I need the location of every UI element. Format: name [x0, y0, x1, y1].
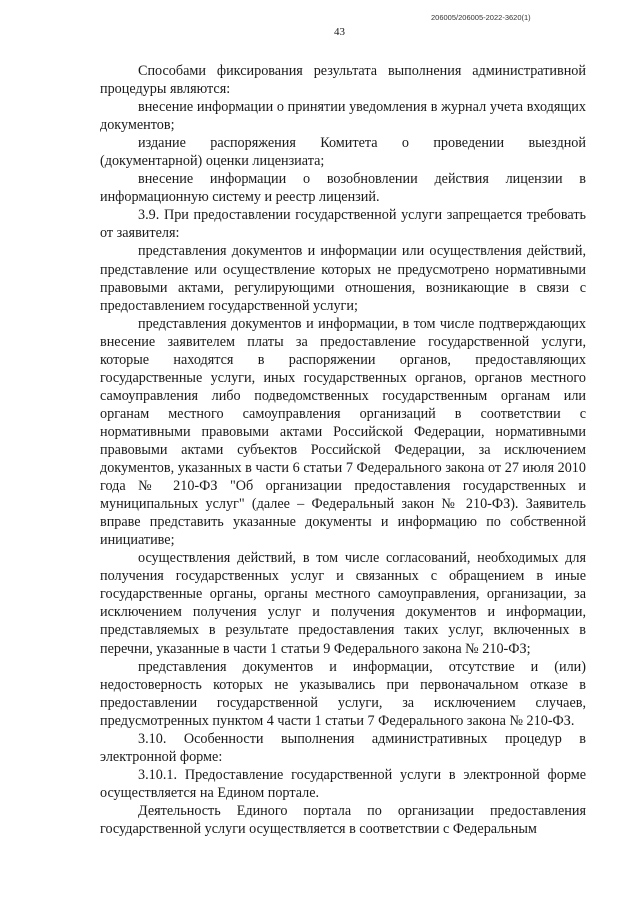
paragraph: Деятельность Единого портала по организации предоставления государственной услуги осуществляется в соответствии с Федеральным — [100, 802, 586, 837]
paragraph: осуществления действий, в том числе согласований, необходимых для получения государственных услуг и связанных с обращением в иные государственные органы, органы местного самоуправления, организации, за исключением получения услуг и получения документов и информации, представляемых в результате предоставления таких услуг, включенных в перечни, указанные в части 1 статьи 9 Федерального закона № 210-ФЗ; — [100, 550, 586, 657]
paragraph: 3.10. Особенности выполнения административных процедур в электронной форме: — [100, 730, 586, 765]
document-body — [100, 62, 586, 838]
page-number: 43 — [334, 26, 345, 38]
paragraph: представления документов и информации или осуществления действий, представление или осуществление которых не предусмотрено нормативными правовыми актами, регулирующими отношения, возникающие в связи с предоставлением государственной услуги; — [100, 243, 586, 314]
paragraph: представления документов и информации, в том числе подтверждающих внесение заявителем платы за предоставление государственной услуги, которые находятся в распоряжении органов, предоставляющих государственные услуги, иных государственных органов, органов местного самоуправления либо подведомственных государственным органам или органам местного самоуправления организаций в соответствии с нормативными правовыми актами Российской Федерации, нормативными правовыми актами субъектов Российской Федерации, за исключением документов, указанных в части 6 статьи 7 Федерального закона от 27 июля 2010 года № 210-ФЗ "Об организации предоставления государственных и муниципальных услуг" (далее – Федеральный закон № 210-ФЗ). Заявитель вправе представить указанные документы и информацию по собственной инициативе; — [100, 315, 586, 549]
paragraph: 3.10.1. Предоставление государственной услуги в электронной форме осуществляется на Едином портале. — [100, 766, 586, 801]
paragraph: 3.9. При предоставлении государственной услуги запрещается требовать от заявителя: — [100, 207, 586, 242]
paragraph: внесение информации о принятии уведомления в журнал учета входящих документов; — [100, 99, 586, 134]
paragraph: представления документов и информации, отсутствие и (или) недостоверность которых не указывались при первоначальном отказе в предоставлении государственной услуги, за исключением случаев, предусмотренных пунктом 4 части 1 статьи 7 Федерального закона № 210-ФЗ. — [100, 658, 586, 729]
paragraph: Способами фиксирования результата выполнения административной процедуры являются: — [100, 63, 586, 98]
document-id: 206005/206005-2022-3620(1) — [431, 13, 531, 22]
paragraph: издание распоряжения Комитета о проведении выездной (документарной) оценки лицензиата; — [100, 135, 586, 170]
paragraph: внесение информации о возобновлении действия лицензии в информационную систему и реестр лицензий. — [100, 171, 586, 206]
